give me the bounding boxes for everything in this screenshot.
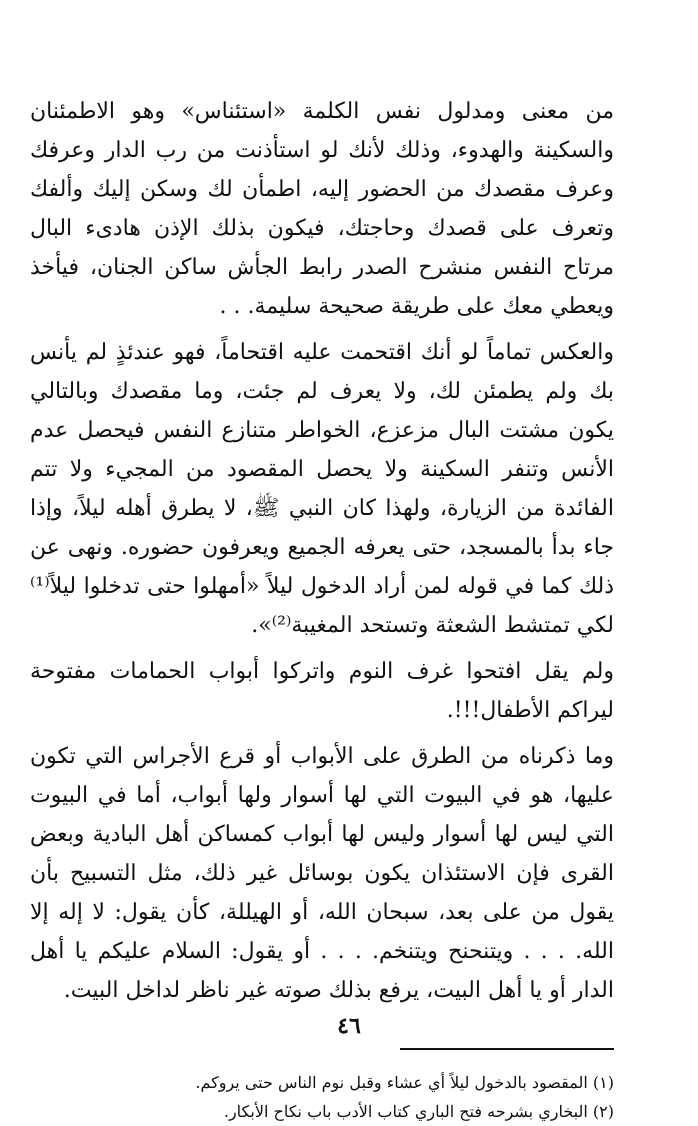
footnote-1: (١) المقصود بالدخول ليلاً أي عشاء وقبل نوم الناس حتى يروكم. — [195, 1073, 614, 1092]
page-number: ٤٦ — [337, 1013, 361, 1039]
footnote-divider — [400, 1048, 614, 1050]
paragraph-2: والعكس تماماً لو أنك اقتحمت عليه اقتحاماً، فهو عندئذٍ لم يأنس بك ولم يطمئن لك، ولا يعرف لم جئت، وما مقصدك وبالتالي يكون مشتت البال مزعزع، الخواطر متنازع النفس فيحصل عدم الأنس وتنفر السكينة ولا يحصل المقصود من المجيء ولا تتم الفائدة من الزيارة، ولهذا كان النبي ﷺ، لا يطرق أهله ليلاً، وإذا جاء بدأ بالمسجد، حتى يعرفه الجميع ويعرفون حضوره. ونهى عن ذلك كما في قوله لمن أراد الدخول ليلاً «أمهلوا حتى تدخلوا ليلاً⁽¹⁾ لكي تمتشط الشعثة وتستحد المغيبة⁽²⁾». — [30, 340, 614, 638]
paragraph-1: من معنى ومدلول نفس الكلمة «استئناس» وهو الاطمئنان والسكينة والهدوء، وذلك لأنك لو استأذنت من رب الدار وعرفك وعرف مقصدك من الحضور إليه، اطمأن لك وسكن إليك وألفك وتعرف على قصدك وحاجتك، فيكون بذلك الإذن هادىء البال مرتاح النفس منشرح الصدر رابط الجأش ساكن الجنان، فيأخذ ويعطي معك على طريقة صحيحة سليمة. . . — [30, 99, 614, 319]
footnotes — [30, 1068, 614, 1126]
paragraph-4: وما ذكرناه من الطرق على الأبواب أو قرع الأجراس التي تكون عليها، هو في البيوت التي لها أسوار ولها أبواب، أما في البيوت التي ليس لها أسوار وليس لها أبواب كمساكن أهل البادية وبعض القرى فإن الاستئذان يكون بوسائل غير ذلك، مثل التسبيح بأن يقول من على بعد، سبحان الله، أو الهيللة، كأن يقول: لا إله إلا الله. . . . ويتنحنح ويتنخم. . . . أو يقول: السلام عليكم يا أهل الدار أو يا أهل البيت، يرفع بذلك صوته غير ناظر لداخل البيت. — [30, 744, 614, 1003]
paragraph-3: ولم يقل افتحوا غرف النوم واتركوا أبواب الحمامات مفتوحة ليراكم الأطفال!!!. — [30, 659, 614, 723]
footnote-2: (٢) البخاري بشرحه فتح الباري كتاب الأدب باب نكاح الأبكار. — [223, 1102, 614, 1121]
body-text — [30, 92, 614, 1010]
